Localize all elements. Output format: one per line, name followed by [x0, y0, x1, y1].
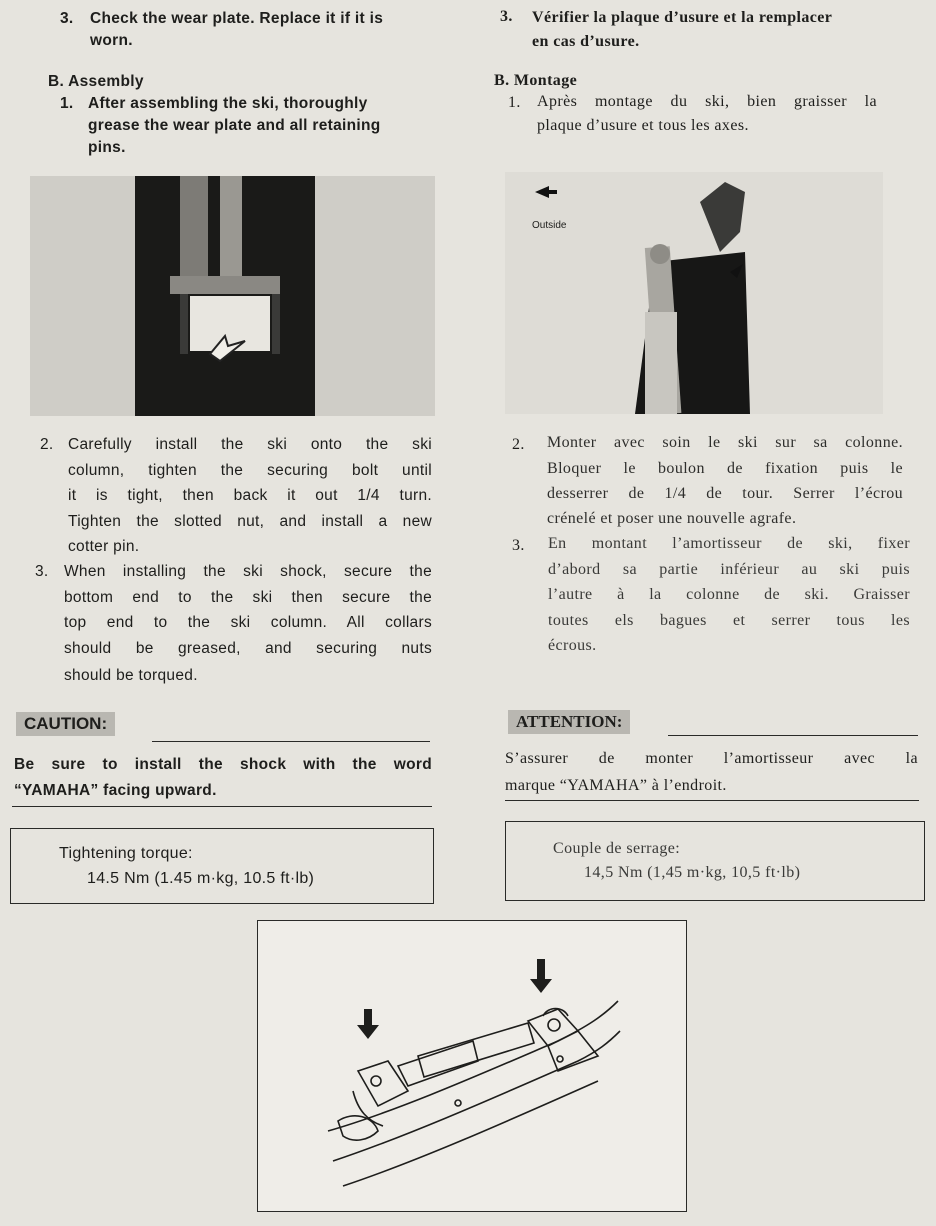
text-line: bottom end to the ski then secure the: [64, 588, 432, 606]
step2-number: 2.: [40, 436, 54, 453]
text-line: desserrer de 1/4 de tour. Serrer l’écrou: [547, 485, 903, 502]
torque-value: 14.5 Nm (1.45 m·kg, 10.5 ft·lb): [87, 870, 315, 887]
text-line: marque “YAMAHA” à l’endroit.: [505, 777, 727, 794]
text-line: it is tight, then back it out 1/4 turn.: [68, 487, 432, 504]
step1-text: [88, 93, 433, 159]
step3-top-number: 3.: [60, 10, 74, 27]
fr-torque-value: 14,5 Nm (1,45 m·kg, 10,5 ft·lb): [584, 864, 801, 881]
text-line: S’assurer de monter l’amortisseur avec la: [505, 750, 918, 767]
text-line: cotter pin.: [68, 538, 140, 555]
text-line: plaque d’usure et tous les axes.: [537, 117, 749, 134]
arrow-icon: [357, 1009, 379, 1039]
text-line: Be sure to install the shock with the word: [14, 756, 432, 773]
text-line: Monter avec soin le ski sur sa colonne.: [547, 434, 903, 451]
text-line: Tighten the slotted nut, and install a new: [68, 512, 432, 530]
text-line: Vérifier la plaque d’usure et la remplacer: [532, 9, 833, 26]
step3-top-text: [90, 8, 430, 52]
text-line: When installing the ski shock, secure the: [64, 563, 432, 580]
caution-text: [14, 752, 432, 804]
text-line: column, tighten the securing bolt until: [68, 461, 432, 479]
assembly-heading: B. Assembly: [48, 73, 144, 90]
text-line: worn.: [90, 32, 133, 49]
fr-step3-top-text: [532, 6, 877, 54]
fr-step2-number: 2.: [512, 436, 525, 453]
text-line: pins.: [88, 139, 126, 156]
arrow-icon: [530, 959, 552, 993]
step2-text: [68, 432, 432, 534]
caution-bottom-rule: [12, 806, 432, 807]
fr-assembly-heading: B. Montage: [494, 72, 578, 89]
text-line: En montant l’amortisseur de ski, fixer: [548, 535, 910, 552]
text-line: écrous.: [548, 637, 597, 654]
fr-torque-box: [505, 821, 925, 901]
text-line: l’autre à la colonne de ski. Graisser: [548, 586, 910, 603]
fr-torque-label: Couple de serrage:: [553, 840, 681, 857]
text-line: Après montage du ski, bien graisser la: [537, 93, 877, 110]
ski-wear-plate-photo: [30, 176, 435, 416]
step3-text: [64, 559, 432, 661]
text-line: top end to the ski column. All collars: [64, 614, 432, 631]
text-line: toutes els bagues et serrer tous les: [548, 611, 910, 629]
text-line: After assembling the ski, thoroughly: [88, 95, 368, 112]
text-line: should be greased, and securing nuts: [64, 639, 432, 657]
text-line: Check the wear plate. Replace it if it is: [90, 10, 384, 27]
text-line: en cas d’usure.: [532, 33, 640, 50]
text-line: crénelé et poser une nouvelle agrafe.: [547, 510, 797, 527]
attention-bottom-rule: [505, 800, 919, 801]
fr-step3-number: 3.: [512, 537, 525, 554]
photo-illustration: [505, 172, 883, 414]
text-line: Carefully install the ski onto the ski: [68, 436, 432, 453]
attention-rule: [668, 735, 918, 736]
photo-label: Outside: [532, 220, 567, 231]
shock-diagram-svg: [258, 921, 686, 1211]
caution-label: CAUTION:: [16, 712, 115, 736]
text-line: should be torqued.: [64, 667, 198, 684]
step1-number: 1.: [60, 95, 74, 112]
attention-text: [505, 745, 918, 799]
text-line: Bloquer le boulon de fixation puis le: [547, 459, 903, 477]
photo-illustration: [30, 176, 435, 416]
attention-label: ATTENTION:: [508, 710, 630, 734]
fr-step1-number: 1.: [508, 94, 521, 111]
shock-install-photo: [505, 172, 883, 414]
text-line: grease the wear plate and all retaining: [88, 117, 381, 134]
fr-step2-text: [547, 430, 903, 507]
fr-step3-top-number: 3.: [500, 8, 513, 25]
text-line: “YAMAHA” facing upward.: [14, 782, 217, 799]
torque-box: [10, 828, 434, 904]
caution-rule: [152, 741, 430, 742]
text-line: d’abord sa partie inférieur au ski puis: [548, 560, 910, 578]
step3-number: 3.: [35, 563, 49, 580]
fr-step3-text: [548, 531, 910, 633]
torque-label: Tightening torque:: [59, 845, 193, 862]
fr-step1-text: [537, 90, 877, 138]
shock-diagram: [257, 920, 687, 1212]
